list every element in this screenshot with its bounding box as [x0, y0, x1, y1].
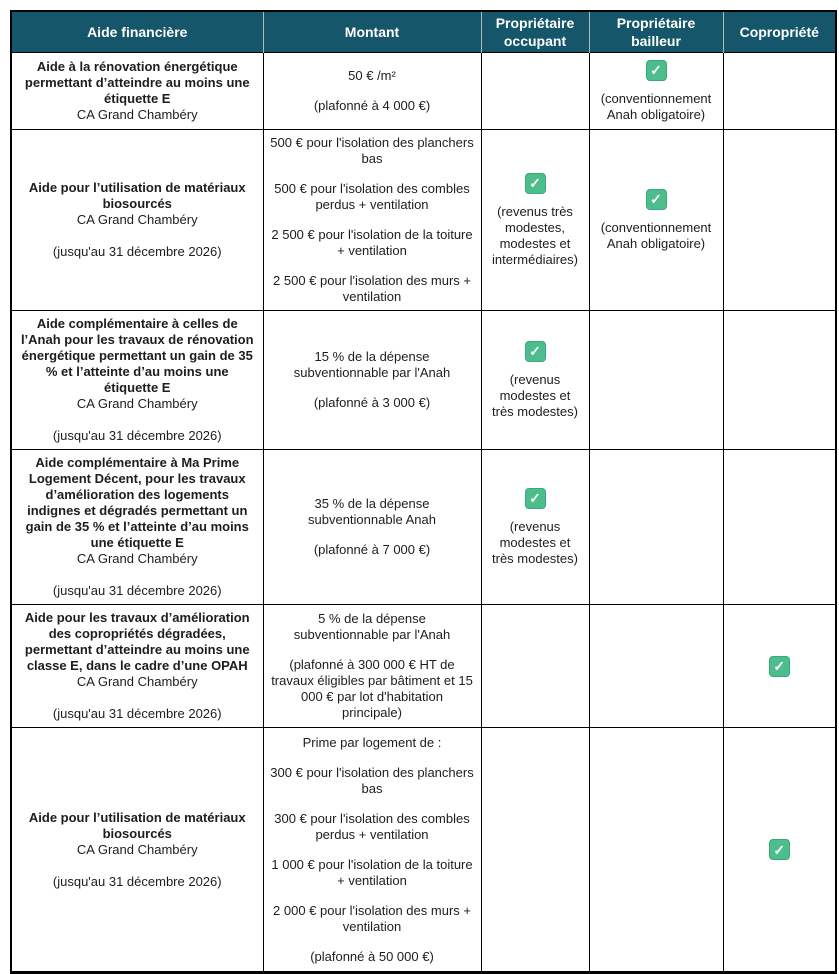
table-header	[11, 11, 836, 53]
owner-landlord-cell	[589, 130, 723, 311]
header-row	[11, 11, 836, 53]
owner-occupant-cell	[481, 311, 589, 450]
check-icon: ✓	[525, 173, 546, 194]
table-row	[11, 130, 836, 311]
check-icon: ✓	[769, 839, 790, 860]
amount-cell	[263, 605, 481, 728]
amount-line: 50 € /m²	[348, 68, 396, 83]
aid-cell	[11, 728, 263, 973]
aid-title: Aide pour les travaux d’amélioration des copropriétés dégradées, permettant d’atteindre au moins une classe E, dans le cadre d’une OPAH	[24, 610, 250, 673]
aid-cell	[11, 605, 263, 728]
eligibility-note: (revenus modestes et très modestes)	[492, 518, 578, 566]
amount-line: 15 % de la dépense subventionnable par l'Anah	[293, 349, 451, 380]
eligibility-note: (conventionnement Anah obligatoire)	[600, 219, 712, 251]
coownership-cell	[723, 311, 836, 450]
aid-organization: CA Grand Chambéry	[76, 551, 198, 566]
table-row	[11, 53, 836, 130]
aid-cell	[11, 130, 263, 311]
amount-cell	[263, 53, 481, 130]
check-icon: ✓	[525, 341, 546, 362]
aid-validity-note: (jusqu'au 31 décembre 2026)	[52, 428, 222, 443]
financial-aid-table	[10, 10, 837, 974]
owner-landlord-cell	[589, 311, 723, 450]
amount-line: (plafonné à 7 000 €)	[313, 542, 431, 557]
table-row	[11, 450, 836, 605]
amount-line: (plafonné à 50 000 €)	[310, 948, 434, 964]
amount-line: (plafonné à 300 000 € HT de travaux éligibles par bâtiment et 15 000 € par lot d'habitation principale)	[271, 657, 473, 720]
owner-occupant-cell	[481, 450, 589, 605]
aid-organization: CA Grand Chambéry	[76, 107, 198, 122]
owner-occupant-cell	[481, 728, 589, 973]
table-row	[11, 605, 836, 728]
owner-occupant-cell	[481, 53, 589, 130]
aid-validity-note: (jusqu'au 31 décembre 2026)	[52, 873, 222, 889]
table-row	[11, 311, 836, 450]
aid-organization: CA Grand Chambéry	[76, 674, 198, 689]
eligibility-note: (revenus modestes et très modestes)	[492, 371, 578, 419]
aid-validity-note: (jusqu'au 31 décembre 2026)	[52, 244, 222, 259]
table-body	[11, 53, 836, 973]
eligibility-note: (conventionnement Anah obligatoire)	[600, 90, 712, 122]
coownership-cell	[723, 130, 836, 311]
check-icon: ✓	[646, 60, 667, 81]
column-header: Aide financière	[11, 11, 263, 53]
aid-organization: CA Grand Chambéry	[76, 212, 198, 227]
coownership-cell	[723, 728, 836, 973]
coownership-cell	[723, 450, 836, 605]
check-icon: ✓	[769, 656, 790, 677]
check-icon: ✓	[525, 488, 546, 509]
column-header: Propriétaire occupant	[481, 11, 589, 53]
aid-organization: CA Grand Chambéry	[76, 396, 198, 411]
column-header: Propriétaire bailleur	[589, 11, 723, 53]
aid-validity-note: (jusqu'au 31 décembre 2026)	[52, 583, 222, 598]
aid-validity-note: (jusqu'au 31 décembre 2026)	[52, 706, 222, 721]
aid-cell	[11, 53, 263, 130]
amount-cell	[263, 130, 481, 311]
owner-landlord-cell	[589, 605, 723, 728]
coownership-cell	[723, 53, 836, 130]
amount-line: 2 000 € pour l'isolation des murs + ventilation	[273, 902, 471, 934]
aid-title: Aide complémentaire à Ma Prime Logement Décent, pour les travaux d’amélioration des logements indignes et dégradés permettant un gain de 35 % et l’atteinte d’au moins une étiquette E	[25, 455, 249, 550]
owner-landlord-cell	[589, 728, 723, 973]
amount-line: Prime par logement de :	[302, 734, 442, 750]
amount-line: 300 € pour l'isolation des combles perdus + ventilation	[274, 810, 470, 842]
amount-cell	[263, 450, 481, 605]
aid-cell	[11, 311, 263, 450]
column-header: Copropriété	[723, 11, 836, 53]
aid-title: Aide pour l’utilisation de matériaux biosourcés	[28, 180, 246, 211]
aid-title: Aide à la rénovation énergétique permettant d’atteindre au moins une étiquette E	[24, 59, 250, 106]
amount-line: (plafonné à 4 000 €)	[313, 98, 431, 113]
amount-cell	[263, 728, 481, 973]
aid-organization: CA Grand Chambéry	[76, 841, 198, 857]
eligibility-note: (revenus très modestes, modestes et intermédiaires)	[492, 203, 578, 267]
owner-occupant-cell	[481, 130, 589, 311]
aid-title: Aide complémentaire à celles de l’Anah pour les travaux de rénovation énergétique permettant un gain de 35 % et l’atteinte d’au moins une étiquette E	[20, 316, 254, 395]
owner-landlord-cell	[589, 53, 723, 130]
aid-cell	[11, 450, 263, 605]
amount-cell	[263, 311, 481, 450]
table-row	[11, 728, 836, 973]
amount-line: 300 € pour l'isolation des planchers bas	[270, 764, 474, 796]
amount-line: 500 € pour l'isolation des planchers bas	[270, 135, 474, 166]
amount-line: 1 000 € pour l'isolation de la toiture + ventilation	[271, 856, 473, 888]
owner-occupant-cell	[481, 605, 589, 728]
column-header: Montant	[263, 11, 481, 53]
aid-title: Aide pour l’utilisation de matériaux biosourcés	[28, 809, 246, 841]
amount-line: 2 500 € pour l'isolation des murs + ventilation	[273, 273, 471, 304]
amount-line: 2 500 € pour l'isolation de la toiture + ventilation	[271, 227, 473, 258]
amount-line: 5 % de la dépense subventionnable par l'Anah	[293, 611, 451, 642]
amount-line: (plafonné à 3 000 €)	[313, 395, 431, 410]
amount-line: 500 € pour l'isolation des combles perdus + ventilation	[274, 181, 470, 212]
owner-landlord-cell	[589, 450, 723, 605]
check-icon: ✓	[646, 189, 667, 210]
amount-line: 35 % de la dépense subventionnable Anah	[308, 496, 436, 527]
coownership-cell	[723, 605, 836, 728]
